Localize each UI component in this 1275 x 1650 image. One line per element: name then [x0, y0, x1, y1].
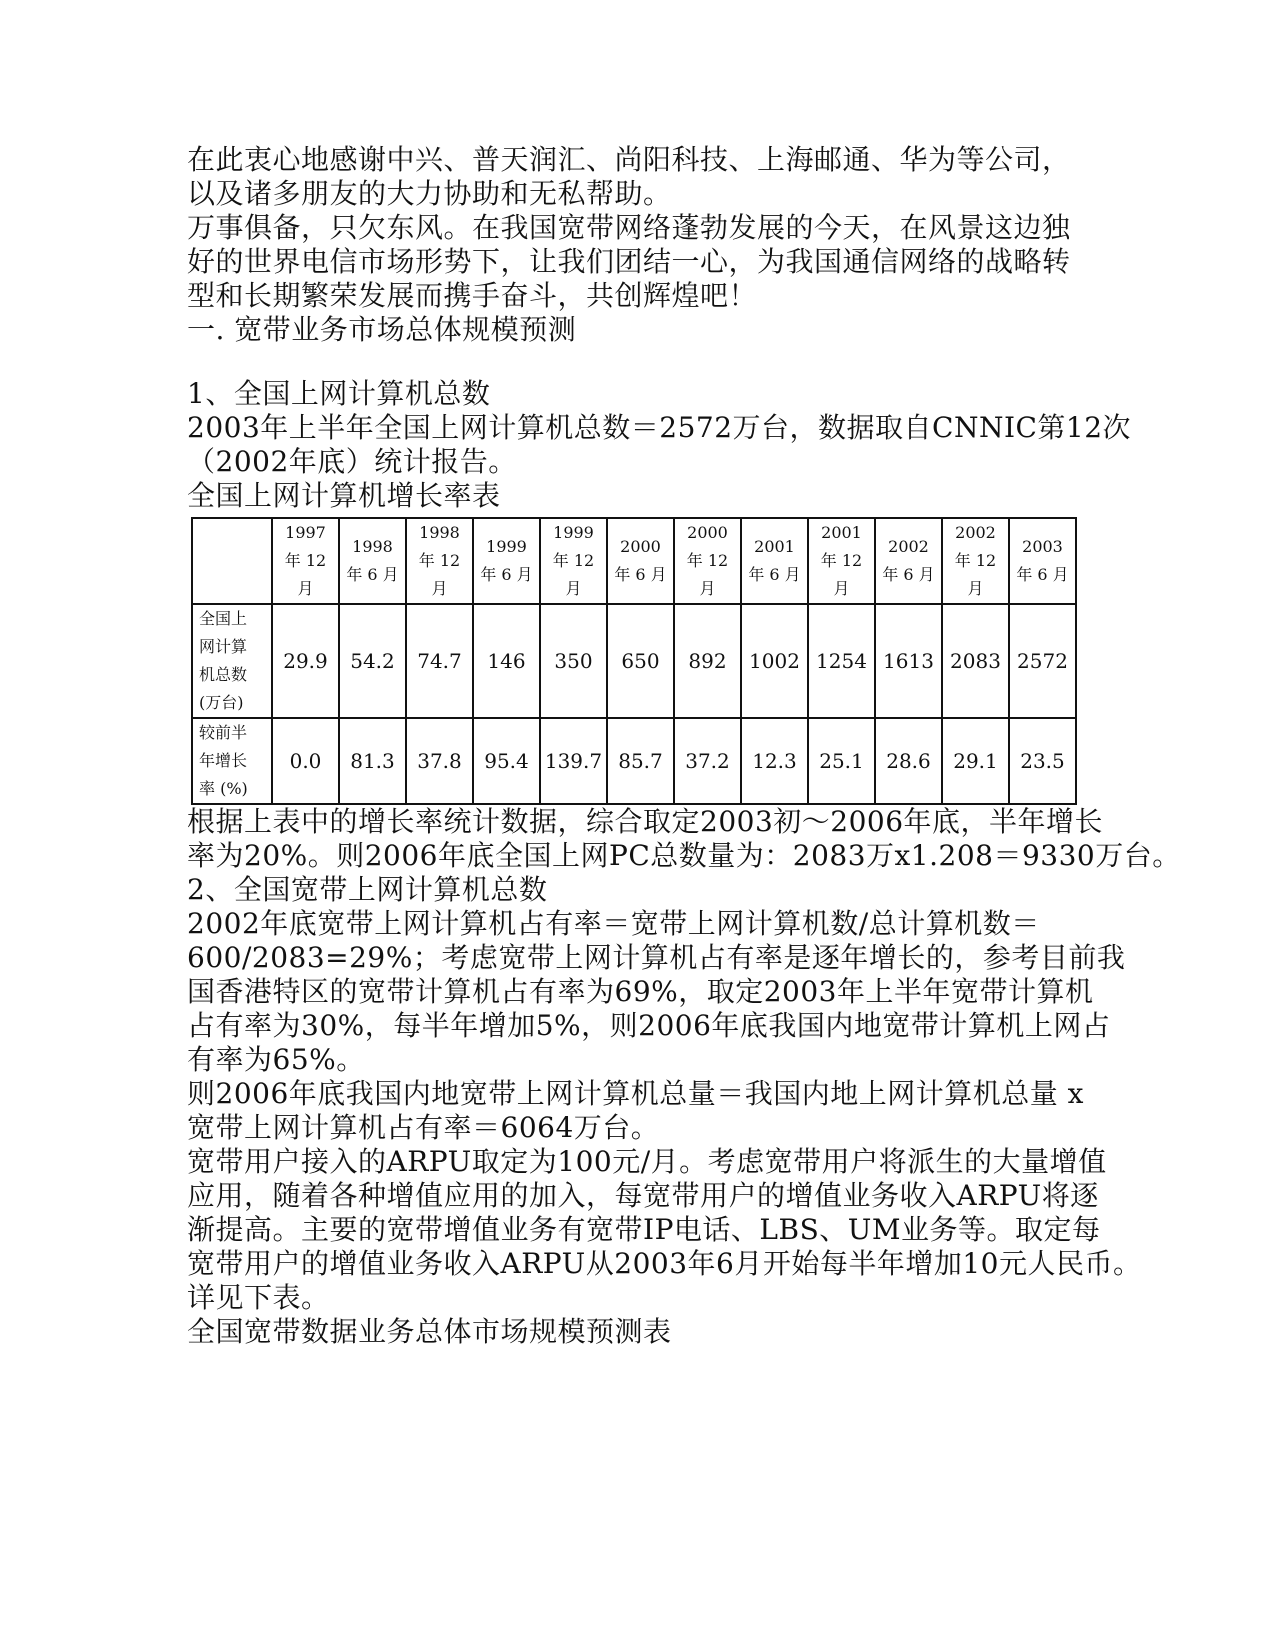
body-text-line: 应用，随着各种增值应用的加入，每宽带用户的增值业务收入ARPU将逐 — [187, 1179, 1099, 1212]
column-header-text: 月 — [565, 579, 582, 598]
column-header-text: 年 6 月 — [1016, 565, 1069, 584]
row-label-text: (万台) — [199, 693, 244, 712]
table-cell: 2572 — [1009, 604, 1076, 718]
table-cell: 25.1 — [808, 718, 875, 804]
body-text-line: 2、全国宽带上网计算机总数 — [187, 873, 548, 906]
body-text-line: 国香港特区的宽带计算机占有率为69%，取定2003年上半年宽带计算机 — [187, 975, 1094, 1008]
section-2-text-block — [187, 805, 1181, 1349]
body-text-line: 率为20%。则2006年底全国上网PC总数量为：2083万x1.208＝9330万台。 — [187, 839, 1181, 872]
row-label-cell — [192, 604, 272, 718]
column-header-cell — [674, 518, 741, 604]
table-cell: 350 — [540, 604, 607, 718]
body-text-line: 渐提高。主要的宽带增值业务有宽带IP电话、LBS、UM业务等。取定每 — [187, 1213, 1101, 1246]
column-header-text: 2001 — [754, 537, 795, 556]
body-text-line: 600/2083=29%；考虑宽带上网计算机占有率是逐年增长的，参考目前我 — [187, 941, 1126, 974]
column-header-text: 年 6 月 — [882, 565, 935, 584]
section-1-text-block — [187, 377, 1132, 513]
column-header-text: 年 12 — [820, 551, 863, 570]
table-cell: 95.4 — [473, 718, 540, 804]
body-text-line: 则2006年底我国内地宽带上网计算机总量＝我国内地上网计算机总量 x — [187, 1077, 1084, 1110]
column-header-text: 2002 — [888, 537, 929, 556]
column-header-text: 2003 — [1022, 537, 1063, 556]
column-header-cell — [272, 518, 339, 604]
table-cell: 1002 — [741, 604, 808, 718]
body-text-line: 2002年底宽带上网计算机占有率＝宽带上网计算机数/总计算机数＝ — [187, 907, 1040, 940]
section-text-line: 全国上网计算机增长率表 — [187, 479, 501, 512]
column-header-text: 月 — [297, 579, 314, 598]
section-text-line: 1、全国上网计算机总数 — [187, 377, 491, 410]
column-header-text: 月 — [431, 579, 448, 598]
intro-text-line: 在此衷心地感谢中兴、普天润汇、尚阳科技、上海邮通、华为等公司， — [187, 143, 1071, 176]
table-cell: 0.0 — [272, 718, 339, 804]
column-header-text: 月 — [699, 579, 716, 598]
table-cell: 28.6 — [875, 718, 942, 804]
table-row — [192, 718, 1076, 804]
column-header-text: 年 12 — [284, 551, 327, 570]
table-header-row — [192, 518, 1076, 604]
body-text-line: 宽带用户接入的ARPU取定为100元/月。考虑宽带用户将派生的大量增值 — [187, 1145, 1107, 1178]
document-page — [187, 143, 1181, 1349]
column-header-text: 2000 — [620, 537, 661, 556]
body-text-line: 详见下表。 — [187, 1281, 330, 1314]
column-header-text: 年 6 月 — [346, 565, 399, 584]
row-label-text: 全国上 — [199, 609, 248, 628]
column-header-text: 1999 — [553, 523, 594, 542]
row-label-text: 机总数 — [199, 665, 248, 684]
table-cell: 139.7 — [540, 718, 607, 804]
column-header-text: 月 — [833, 579, 850, 598]
table-cell: 37.8 — [406, 718, 473, 804]
intro-text-line: 型和长期繁荣发展而携手奋斗，共创辉煌吧！ — [187, 279, 758, 312]
intro-text-line: 万事俱备，只欠东风。在我国宽带网络蓬勃发展的今天，在风景这边独 — [187, 211, 1071, 244]
body-text-line: 根据上表中的增长率统计数据，综合取定2003初～2006年底，半年增长 — [187, 805, 1104, 838]
column-header-text: 1997 — [285, 523, 326, 542]
table-cell: 892 — [674, 604, 741, 718]
table-cell: 37.2 — [674, 718, 741, 804]
column-header-cell — [942, 518, 1009, 604]
body-text-line: 占有率为30%，每半年增加5%，则2006年底我国内地宽带计算机上网占 — [187, 1009, 1111, 1042]
intro-text-line: 好的世界电信市场形势下，让我们团结一心，为我国通信网络的战略转 — [187, 245, 1071, 278]
table-cell: 1613 — [875, 604, 942, 718]
column-header-cell — [339, 518, 406, 604]
column-header-cell — [406, 518, 473, 604]
column-header-text: 年 6 月 — [748, 565, 801, 584]
column-header-cell — [875, 518, 942, 604]
paragraph-gap — [187, 347, 1087, 377]
row-label-text: 年增长 — [199, 751, 248, 770]
body-text-line: 有率为65%。 — [187, 1043, 365, 1076]
column-header-cell — [473, 518, 540, 604]
column-header-text: 2000 — [687, 523, 728, 542]
table-cell: 81.3 — [339, 718, 406, 804]
table-cell: 54.2 — [339, 604, 406, 718]
column-header-cell — [1009, 518, 1076, 604]
column-header-text: 2002 — [955, 523, 996, 542]
intro-text-line: 一. 宽带业务市场总体规模预测 — [187, 313, 577, 346]
table-cell: 146 — [473, 604, 540, 718]
column-header-cell — [741, 518, 808, 604]
body-text-line: 宽带用户的增值业务收入ARPU从2003年6月开始每半年增加10元人民币。 — [187, 1247, 1142, 1280]
table-row — [192, 604, 1076, 718]
table-cell: 74.7 — [406, 604, 473, 718]
row-label-text: 率 (%) — [199, 779, 248, 798]
pc-growth-rate-table — [191, 517, 1077, 805]
table-cell: 23.5 — [1009, 718, 1076, 804]
row-label-text: 网计算 — [199, 637, 248, 656]
intro-text-line: 以及诸多朋友的大力协助和无私帮助。 — [187, 177, 672, 210]
column-header-text: 年 12 — [686, 551, 729, 570]
intro-text-block — [187, 143, 1087, 347]
row-label-cell — [192, 718, 272, 804]
column-header-text: 年 6 月 — [480, 565, 533, 584]
column-header-text: 月 — [967, 579, 984, 598]
table-cell: 29.1 — [942, 718, 1009, 804]
column-header-text: 1998 — [352, 537, 393, 556]
table-cell: 650 — [607, 604, 674, 718]
table-cell: 29.9 — [272, 604, 339, 718]
table-cell: 2083 — [942, 604, 1009, 718]
column-header-cell — [607, 518, 674, 604]
column-header-text: 1999 — [486, 537, 527, 556]
body-text-line: 全国宽带数据业务总体市场规模预测表 — [187, 1315, 672, 1348]
column-header-text: 1998 — [419, 523, 460, 542]
table-cell: 85.7 — [607, 718, 674, 804]
table-corner-cell — [192, 518, 272, 604]
table-cell: 1254 — [808, 604, 875, 718]
row-label-text: 较前半 — [199, 723, 248, 742]
body-text-line: 宽带上网计算机占有率＝6064万台。 — [187, 1111, 660, 1144]
column-header-text: 年 6 月 — [614, 565, 667, 584]
column-header-text: 年 12 — [552, 551, 595, 570]
section-text-line: （2002年底）统计报告。 — [187, 445, 517, 478]
column-header-text: 2001 — [821, 523, 862, 542]
column-header-cell — [808, 518, 875, 604]
column-header-text: 年 12 — [418, 551, 461, 570]
table-cell: 12.3 — [741, 718, 808, 804]
column-header-text: 年 12 — [954, 551, 997, 570]
column-header-cell — [540, 518, 607, 604]
section-text-line: 2003年上半年全国上网计算机总数＝2572万台，数据取自CNNIC第12次 — [187, 411, 1132, 444]
